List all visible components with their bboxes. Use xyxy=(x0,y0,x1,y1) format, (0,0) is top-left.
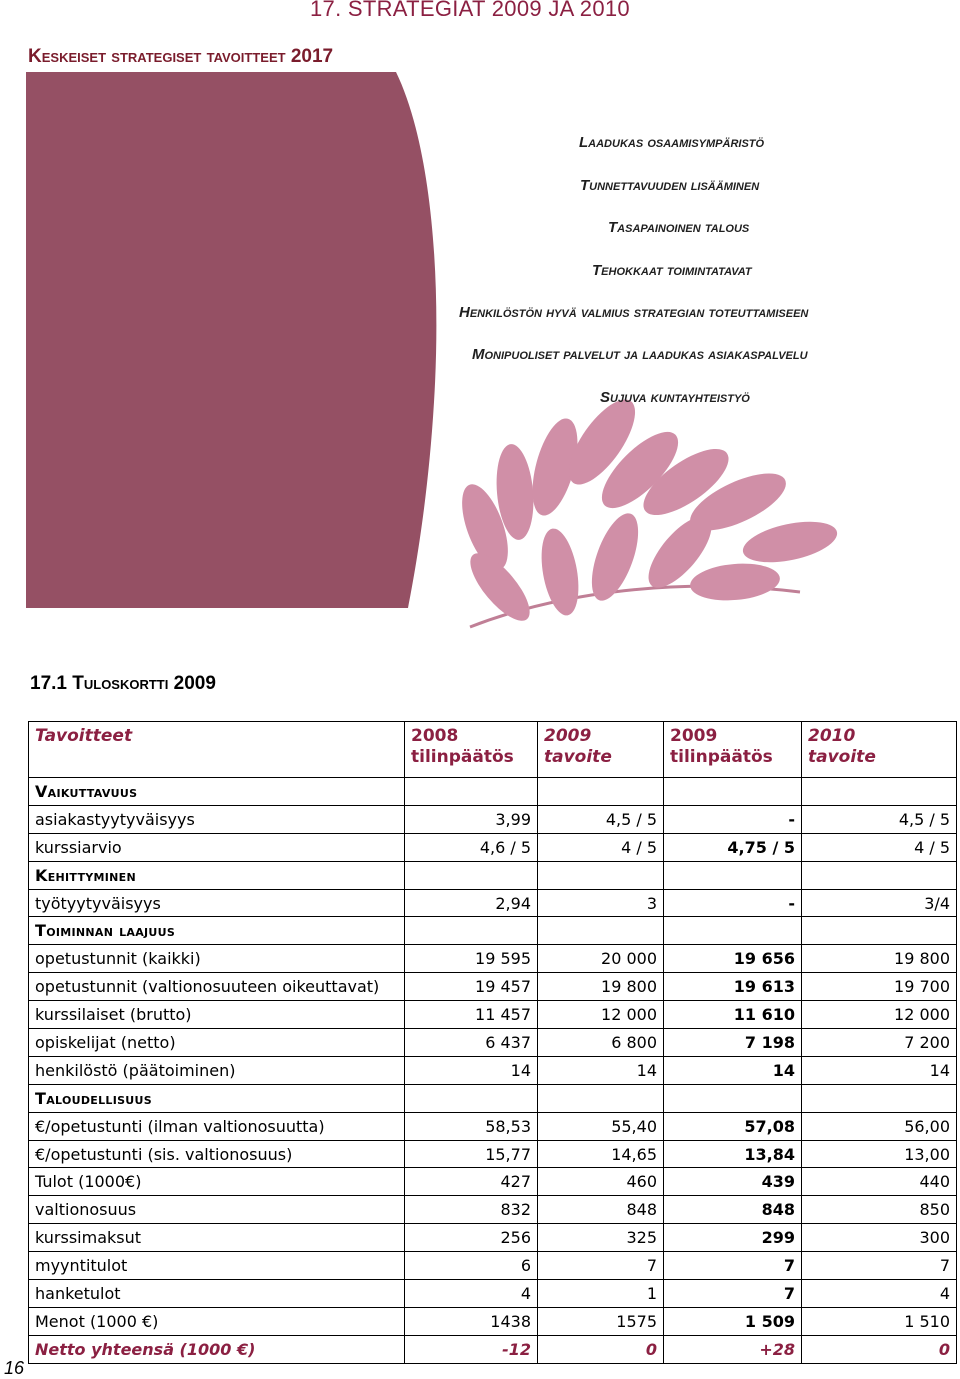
empty-cell xyxy=(802,1084,957,1112)
empty-cell xyxy=(664,861,802,889)
category-row xyxy=(29,1084,957,1112)
value-2008-tilinpaatos: 14 xyxy=(405,1056,538,1084)
metric-label: hanketulot xyxy=(29,1280,405,1308)
section-heading: Keskeiset strategiset tavoitteet 2017 xyxy=(28,46,334,67)
value-2009-tilinpaatos: 19 656 xyxy=(664,945,802,973)
net-total-row xyxy=(29,1335,957,1363)
value-2010-tavoite: 4,5 / 5 xyxy=(802,805,957,833)
table-row xyxy=(29,1112,957,1140)
metric-label: työtyytyväisyys xyxy=(29,889,405,917)
value-2010-tavoite: 12 000 xyxy=(802,1001,957,1029)
value-2010-tavoite: 3/4 xyxy=(802,889,957,917)
value-2008-tilinpaatos: 19 595 xyxy=(405,945,538,973)
column-header-2010-tavoite: 2010 tavoite xyxy=(802,722,957,778)
value-2009-tavoite: 19 800 xyxy=(538,973,664,1001)
value-2009-tilinpaatos: 7 xyxy=(664,1252,802,1280)
table-row xyxy=(29,973,957,1001)
value-2009-tavoite: 460 xyxy=(538,1168,664,1196)
value-2008-tilinpaatos: 427 xyxy=(405,1168,538,1196)
table-row xyxy=(29,805,957,833)
column-header-2009-tilinpaatos: 2009 tilinpäätös xyxy=(664,722,802,778)
value-2010-tavoite: 19 800 xyxy=(802,945,957,973)
empty-cell xyxy=(405,778,538,806)
table-row xyxy=(29,1196,957,1224)
scorecard-body xyxy=(29,778,957,1364)
value-2009-tilinpaatos: +28 xyxy=(664,1335,802,1363)
empty-cell xyxy=(538,917,664,945)
value-2008-tilinpaatos: 11 457 xyxy=(405,1001,538,1029)
metric-label: Tulot (1000€) xyxy=(29,1168,405,1196)
metric-label: opetustunnit (valtionosuuteen oikeuttavat) xyxy=(29,973,405,1001)
value-2009-tavoite: 0 xyxy=(538,1335,664,1363)
metric-label: asiakastyytyväisyys xyxy=(29,805,405,833)
metric-label: opiskelijat (netto) xyxy=(29,1029,405,1057)
empty-cell xyxy=(538,1084,664,1112)
value-2010-tavoite: 0 xyxy=(802,1335,957,1363)
value-2009-tilinpaatos: 439 xyxy=(664,1168,802,1196)
goal-item: Monipuoliset palvelut ja laadukas asiakaspalvelu xyxy=(472,346,808,363)
value-2008-tilinpaatos: 832 xyxy=(405,1196,538,1224)
value-2010-tavoite: 56,00 xyxy=(802,1112,957,1140)
value-2009-tilinpaatos: 299 xyxy=(664,1224,802,1252)
value-2009-tavoite: 848 xyxy=(538,1196,664,1224)
empty-cell xyxy=(405,861,538,889)
value-2009-tavoite: 325 xyxy=(538,1224,664,1252)
value-2009-tilinpaatos: - xyxy=(664,805,802,833)
arch-shape xyxy=(26,72,436,608)
column-header-2009-tavoite: 2009 tavoite xyxy=(538,722,664,778)
goal-item: Henkilöstön hyvä valmius strategian toteuttamiseen xyxy=(459,304,809,321)
empty-cell xyxy=(802,861,957,889)
metric-label: €/opetustunti (sis. valtionosuus) xyxy=(29,1140,405,1168)
value-2008-tilinpaatos: 58,53 xyxy=(405,1112,538,1140)
category-label: Taloudellisuus xyxy=(29,1084,405,1112)
value-2009-tilinpaatos: 57,08 xyxy=(664,1112,802,1140)
metric-label: valtionosuus xyxy=(29,1196,405,1224)
page-number: 16 xyxy=(4,1358,25,1378)
value-2010-tavoite: 4 / 5 xyxy=(802,833,957,861)
goal-item: Laadukas osaamisympäristö xyxy=(579,134,765,151)
empty-cell xyxy=(405,1084,538,1112)
value-2010-tavoite: 19 700 xyxy=(802,973,957,1001)
category-label: Toiminnan laajuus xyxy=(29,917,405,945)
metric-label: Menot (1000 €) xyxy=(29,1307,405,1335)
table-row xyxy=(29,945,957,973)
table-row xyxy=(29,1168,957,1196)
value-2009-tavoite: 4 / 5 xyxy=(538,833,664,861)
value-2010-tavoite: 7 200 xyxy=(802,1029,957,1057)
value-2008-tilinpaatos: 1438 xyxy=(405,1307,538,1335)
value-2008-tilinpaatos: 6 xyxy=(405,1252,538,1280)
value-2009-tilinpaatos: 11 610 xyxy=(664,1001,802,1029)
table-row xyxy=(29,1140,957,1168)
empty-cell xyxy=(664,917,802,945)
value-2009-tavoite: 20 000 xyxy=(538,945,664,973)
value-2009-tilinpaatos: 7 198 xyxy=(664,1029,802,1057)
value-2009-tilinpaatos: 848 xyxy=(664,1196,802,1224)
metric-label: henkilöstö (päätoiminen) xyxy=(29,1056,405,1084)
table-row xyxy=(29,1001,957,1029)
empty-cell xyxy=(664,778,802,806)
metric-label: Netto yhteensä (1000 €) xyxy=(29,1335,405,1363)
column-header-2008-tilinpaatos: 2008 tilinpäätös xyxy=(405,722,538,778)
goal-item: Sujuva kuntayhteistyö xyxy=(600,389,750,406)
value-2010-tavoite: 850 xyxy=(802,1196,957,1224)
value-2010-tavoite: 13,00 xyxy=(802,1140,957,1168)
table-row xyxy=(29,889,957,917)
table-row xyxy=(29,833,957,861)
value-2009-tavoite: 6 800 xyxy=(538,1029,664,1057)
value-2008-tilinpaatos: 19 457 xyxy=(405,973,538,1001)
value-2009-tilinpaatos: 1 509 xyxy=(664,1307,802,1335)
table-header-row xyxy=(29,722,957,778)
empty-cell xyxy=(664,1084,802,1112)
value-2008-tilinpaatos: -12 xyxy=(405,1335,538,1363)
value-2009-tilinpaatos: 7 xyxy=(664,1280,802,1308)
category-row xyxy=(29,861,957,889)
scorecard-title: 17.1 Tuloskortti 2009 xyxy=(30,673,216,694)
metric-label: opetustunnit (kaikki) xyxy=(29,945,405,973)
value-2008-tilinpaatos: 15,77 xyxy=(405,1140,538,1168)
value-2010-tavoite: 14 xyxy=(802,1056,957,1084)
value-2008-tilinpaatos: 2,94 xyxy=(405,889,538,917)
value-2009-tavoite: 12 000 xyxy=(538,1001,664,1029)
empty-cell xyxy=(538,861,664,889)
value-2009-tavoite: 14,65 xyxy=(538,1140,664,1168)
column-header-goals: Tavoitteet xyxy=(29,722,405,778)
goal-item: Tasapainoinen talous xyxy=(608,219,750,236)
value-2009-tilinpaatos: 13,84 xyxy=(664,1140,802,1168)
metric-label: kurssiarvio xyxy=(29,833,405,861)
value-2010-tavoite: 4 xyxy=(802,1280,957,1308)
value-2009-tilinpaatos: 14 xyxy=(664,1056,802,1084)
empty-cell xyxy=(802,778,957,806)
metric-label: kurssilaiset (brutto) xyxy=(29,1001,405,1029)
rowan-leaves-icon xyxy=(453,390,841,630)
value-2008-tilinpaatos: 4,6 / 5 xyxy=(405,833,538,861)
value-2009-tavoite: 1 xyxy=(538,1280,664,1308)
table-row xyxy=(29,1224,957,1252)
empty-cell xyxy=(538,778,664,806)
value-2009-tavoite: 3 xyxy=(538,889,664,917)
value-2009-tilinpaatos: 4,75 / 5 xyxy=(664,833,802,861)
table-row xyxy=(29,1252,957,1280)
goal-item: Tehokkaat toimintatavat xyxy=(592,262,752,279)
category-label: Kehittyminen xyxy=(29,861,405,889)
value-2009-tilinpaatos: 19 613 xyxy=(664,973,802,1001)
value-2010-tavoite: 300 xyxy=(802,1224,957,1252)
value-2010-tavoite: 1 510 xyxy=(802,1307,957,1335)
value-2009-tavoite: 1575 xyxy=(538,1307,664,1335)
empty-cell xyxy=(802,917,957,945)
metric-label: €/opetustunti (ilman valtionosuutta) xyxy=(29,1112,405,1140)
table-row xyxy=(29,1280,957,1308)
value-2008-tilinpaatos: 3,99 xyxy=(405,805,538,833)
value-2008-tilinpaatos: 4 xyxy=(405,1280,538,1308)
category-label: Vaikuttavuus xyxy=(29,778,405,806)
goal-item: Tunnettavuuden lisääminen xyxy=(580,177,760,194)
value-2009-tilinpaatos: - xyxy=(664,889,802,917)
category-row xyxy=(29,917,957,945)
empty-cell xyxy=(405,917,538,945)
category-row xyxy=(29,778,957,806)
value-2009-tavoite: 55,40 xyxy=(538,1112,664,1140)
value-2010-tavoite: 7 xyxy=(802,1252,957,1280)
value-2009-tavoite: 4,5 / 5 xyxy=(538,805,664,833)
table-row xyxy=(29,1029,957,1057)
metric-label: myyntitulot xyxy=(29,1252,405,1280)
value-2009-tavoite: 14 xyxy=(538,1056,664,1084)
value-2008-tilinpaatos: 6 437 xyxy=(405,1029,538,1057)
value-2010-tavoite: 440 xyxy=(802,1168,957,1196)
table-row xyxy=(29,1056,957,1084)
chapter-title: 17. STRATEGIAT 2009 JA 2010 xyxy=(310,0,630,21)
scorecard-table xyxy=(28,721,957,1364)
metric-label: kurssimaksut xyxy=(29,1224,405,1252)
value-2008-tilinpaatos: 256 xyxy=(405,1224,538,1252)
table-row xyxy=(29,1307,957,1335)
value-2009-tavoite: 7 xyxy=(538,1252,664,1280)
